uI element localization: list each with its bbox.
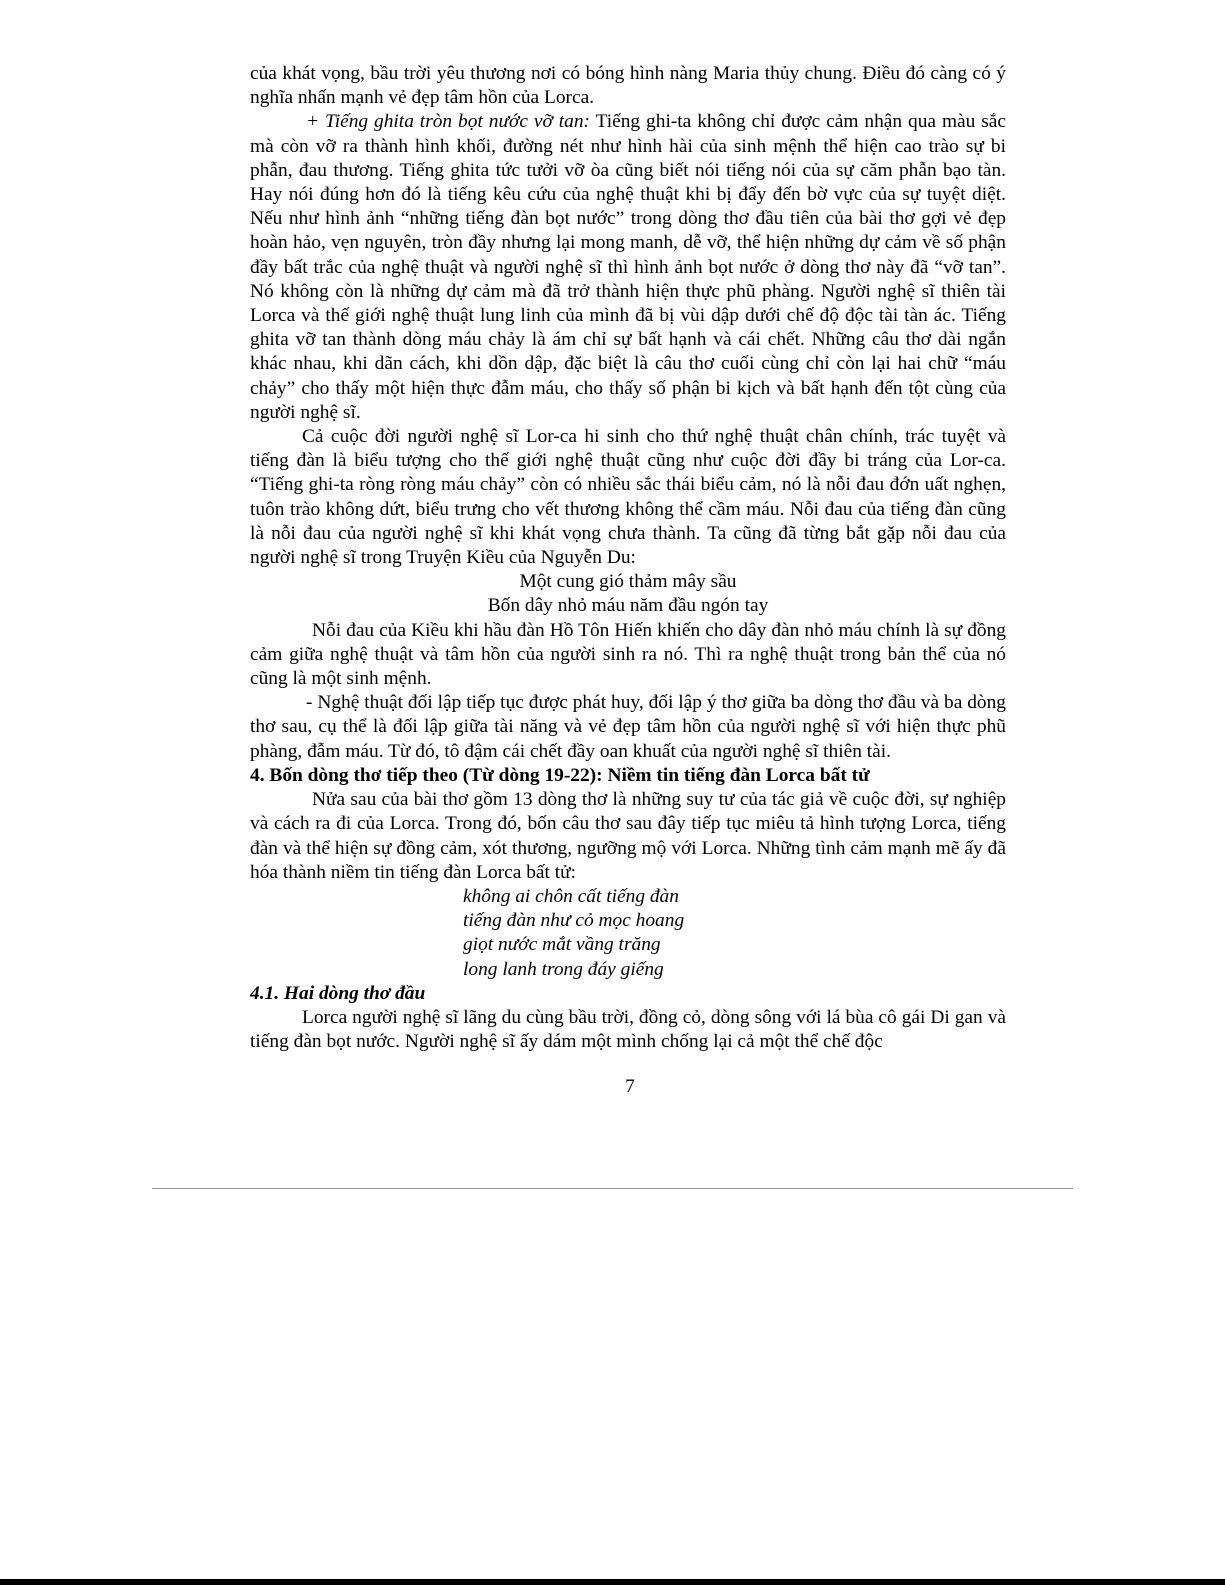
document-body — [250, 62, 1006, 1054]
verse-line: long lanh trong đáy giếng — [463, 958, 664, 980]
verse-line: không ai chôn cất tiếng đàn — [463, 885, 679, 907]
paragraph: của khát vọng, bầu trời yêu thương nơi có bóng hình nàng Maria thủy chung. Điều đó càng có ý nghĩa nhấn mạnh vẻ đẹp tâm hồn của Lorca. — [250, 63, 1006, 109]
italic-lead: + Tiếng ghita tròn bọt nước vỡ tan: — [306, 111, 591, 133]
paragraph-text: Tiếng ghi-ta không chỉ được cảm nhận qua màu sắc mà còn vỡ ra thành hình khối, đường nét như hình hài của sinh mệnh thể hiện cao trào sự bi phẫn, đau thương. Tiếng ghita tức tưởi vỡ òa cũng biết nói tiếng nói của sự căm phẫn bạo tàn. Hay nói đúng hơn đó là tiếng kêu cứu của nghệ thuật khi bị đẩy đến bờ vực của sự tuyệt diệt. Nếu như hình ảnh “những tiếng đàn bọt nước” trong dòng thơ đầu tiên của bài thơ gợi vẻ đẹp hoàn hảo, vẹn nguyên, tròn đầy nhưng lại mong manh, dễ vỡ, thể hiện những dự cảm về số phận đầy bất trắc của nghệ thuật và người nghệ sĩ thì hình ảnh bọt nước ở dòng thơ này đã “vỡ tan”. Nó không còn là những dự cảm mà đã trở thành hiện thực phũ phàng. Người nghệ sĩ thiên tài Lorca và thế giới nghệ thuật lung linh của mình đã bị vùi dập dưới chế độ độc tài tàn ác. Tiếng ghita vỡ tan thành dòng máu chảy là ám chỉ sự bất hạnh và cái chết. Những câu thơ dài ngắn khác nhau, khi dãn cách, khi dồn dập, đặc biệt là câu thơ cuối cùng chỉ còn lại hai chữ “máu chảy” cho thấy một hiện thực đẫm máu, cho thấy số phận bi kịch và bất hạnh đến tột cùng của người nghệ sĩ. — [250, 111, 1007, 423]
paragraph: Lorca người nghệ sĩ lãng du cùng bầu trời, đồng cỏ, dòng sông với lá bùa cô gái Di gan và tiếng đàn bọt nước. Người nghệ sĩ ấy dám một mình chống lại cả một thể chế độc — [250, 1006, 1006, 1053]
paragraph: Nỗi đau của Kiều khi hầu đàn Hồ Tôn Hiến khiến cho dây đàn nhỏ máu chính là sự đồng cảm giữa nghệ thuật và tâm hồn của người sinh ra nó. Thì ra nghệ thuật trong bản thể của nó cũng là một sinh mệnh. — [250, 619, 1006, 690]
verse-line: Một cung gió thảm mây sầu — [519, 571, 737, 593]
section-heading: 4. Bốn dòng thơ tiếp theo (Từ dòng 19-22): Niềm tin tiếng đàn Lorca bất tử — [250, 764, 870, 786]
paragraph: - Nghệ thuật đối lập tiếp tục được phát huy, đối lập ý thơ giữa ba dòng thơ đầu và ba dòng thơ sau, cụ thể là đối lập giữa tài năng và vẻ đẹp tâm hồn của người nghệ sĩ với hiện thực phũ phàng, đẫm máu. Từ đó, tô đậm cái chết đầy oan khuất của người nghệ sĩ thiên tài. — [250, 692, 1006, 762]
page-number: 7 — [625, 1076, 635, 1097]
page-divider — [152, 1188, 1073, 1189]
paragraph — [250, 110, 1006, 425]
bottom-edge-bar — [0, 1579, 1225, 1585]
verse-line: tiếng đàn như cỏ mọc hoang — [463, 910, 685, 932]
paragraph: Nửa sau của bài thơ gồm 13 dòng thơ là những suy tư của tác giả về cuộc đời, sự nghiệp và cách ra đi của Lorca. Trong đó, bốn câu thơ sau đây tiếp tục miêu tả hình tượng Lorca, tiếng đàn và thể hiện sự đồng cảm, xót thương, ngưỡng mộ với Lorca. Những tình cảm mạnh mẽ ấy đã hóa thành niềm tin tiếng đàn Lorca bất tử: — [250, 789, 1006, 883]
paragraph: Cả cuộc đời người nghệ sĩ Lor-ca hi sinh cho thứ nghệ thuật chân chính, trác tuyệt và tiếng đàn là biểu tượng cho thế giới nghệ thuật cũng như cuộc đời đầy bi tráng của Lor-ca. “Tiếng ghi-ta ròng ròng máu chảy” còn có nhiều sắc thái biểu cảm, nó là nỗi đau đớn uất nghẹn, tuôn trào không dứt, biểu trưng cho vết thương không thể cầm máu. Nỗi đau của tiếng đàn cũng là nỗi đau của người nghệ sĩ khi khát vọng chưa thành. Ta cũng đã từng bắt gặp nỗi đau của người nghệ sĩ trong Truyện Kiều của Nguyễn Du: — [250, 426, 1006, 569]
verse-line: giọt nước mắt vầng trăng — [463, 934, 661, 956]
verse-line: Bốn dây nhỏ máu năm đầu ngón tay — [487, 595, 769, 617]
subsection-heading: 4.1. Hai dòng thơ đầu — [250, 982, 426, 1004]
